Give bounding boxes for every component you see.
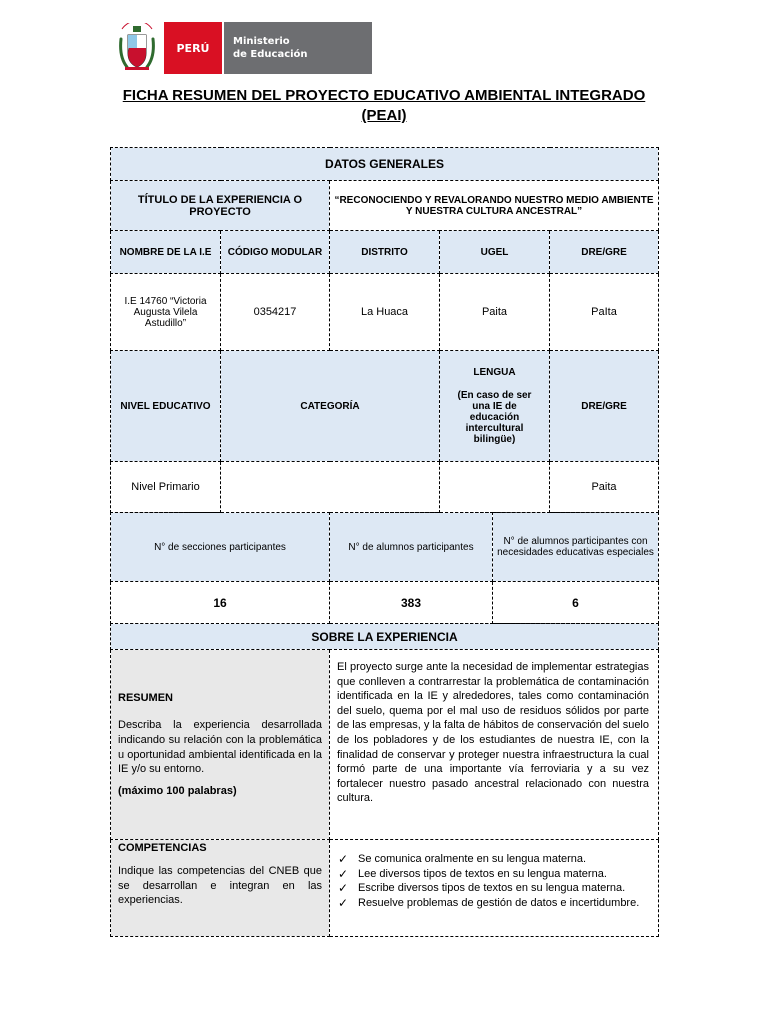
participantes-table <box>110 512 659 624</box>
col-dre-gre: DRE/GRE <box>550 231 659 274</box>
val-dre-gre: PaIta <box>550 274 659 351</box>
competencia-item: ✓ Se comunica oralmente en su lengua materna. <box>338 852 587 866</box>
competencia-item: ✓ Escribe diversos tipos de textos en su lengua materna. <box>338 881 626 896</box>
col-dre-gre-2: DRE/GRE <box>550 351 659 462</box>
val-codigo-modular: 0354217 <box>221 274 330 351</box>
val-ugel: Paita <box>440 274 550 351</box>
competencias-label-cell <box>111 840 330 937</box>
resumen-title: RESUMEN <box>118 692 174 705</box>
val-nombre-ie: I.E 14760 “Victoria Augusta Vilela Astudillo” <box>111 274 221 351</box>
experiencia-table <box>110 623 659 937</box>
peru-label: PERÚ <box>164 22 222 74</box>
col-nombre-ie: NOMBRE DE LA I.E <box>111 231 221 274</box>
col-alumnos: N° de alumnos participantes <box>330 513 493 582</box>
col-lengua <box>440 351 550 462</box>
ministry-label <box>222 22 372 74</box>
titulo-label: TÍTULO DE LA EXPERIENCIA O PROYECTO <box>111 181 330 231</box>
col-codigo-modular: CÓDIGO MODULAR <box>221 231 330 274</box>
competencias-instructions: Indique las competencias del CNEB que se desarrollan e integran en las experiencias. <box>118 865 322 907</box>
val-lengua <box>440 462 550 513</box>
check-icon: ✓ <box>338 852 349 866</box>
resumen-instructions: Describa la experiencia desarrollada indicando su relación con la problemática u oportunidad ambiental identificada en la IE y/o su entorno. <box>118 719 322 776</box>
competencias-list-cell <box>330 840 659 937</box>
minedu-header <box>112 22 372 74</box>
col-secciones: N° de secciones participantes <box>111 513 330 582</box>
title-line1: FICHA RESUMEN DEL PROYECTO EDUCATIVO AMBIENTAL INTEGRADO <box>122 87 646 104</box>
datos-generales-table <box>110 147 659 513</box>
col-distrito: DISTRITO <box>330 231 440 274</box>
datos-generales-heading: DATOS GENERALES <box>111 148 659 181</box>
ministry-line1: Ministerio <box>233 36 290 47</box>
experiencia-heading: SOBRE LA EXPERIENCIA <box>111 624 659 650</box>
val-categoria <box>221 462 440 513</box>
titulo-value: “RECONOCIENDO Y REVALORANDO NUESTRO MEDIO AMBIENTE Y NUESTRA CULTURA ANCESTRAL” <box>330 181 659 231</box>
col-lengua-note: (En caso de ser una IE de educación intercultural bilingüe) <box>457 390 532 445</box>
check-icon: ✓ <box>338 866 349 881</box>
check-icon: ✓ <box>338 881 349 896</box>
resumen-limit: (máximo 100 palabras) <box>118 784 237 797</box>
document-title <box>100 86 668 126</box>
col-nivel-educativo: NIVEL EDUCATIVO <box>111 351 221 462</box>
col-ugel: UGEL <box>440 231 550 274</box>
val-alumnos-especiales: 6 <box>493 582 659 624</box>
resumen-label-cell <box>111 650 330 840</box>
competencias-title: COMPETENCIAS <box>118 842 207 854</box>
competencias-list <box>338 852 649 910</box>
col-alumnos-especiales: N° de alumnos participantes con necesidades educativas especiales <box>493 513 659 582</box>
check-icon: ✓ <box>338 895 349 910</box>
val-nivel-educativo: Nivel Primario <box>111 462 221 513</box>
ministry-line2: de Educación <box>233 49 308 60</box>
peru-crest-logo <box>112 22 162 74</box>
val-distrito: La Huaca <box>330 274 440 351</box>
title-line2: (PEAI) <box>361 107 407 124</box>
resumen-text: El proyecto surge ante la necesidad de implementar estrategias que conlleven a contrarrestar la problemática de contaminación identificada en la IE y alrededores, tales como contaminación del suelo, quema por el mal uso de residuos sólidos por parte de las empresas, y la falta de hábitos de conservación del suelo de los pobladores y de los estudiantes de nuestra IE, con la finalidad de conservar y proteger nuestra infraestructura la cual formó parte de una importante vía ferroviaria y a su vez fortalecer nuestro pasado ancestral relacionado con nuestra cultura. <box>330 650 659 840</box>
competencia-item: ✓ Resuelve problemas de gestión de datos e incertidumbre. <box>338 895 640 910</box>
competencia-item: ✓ Lee diversos tipos de textos en su lengua materna. <box>338 866 607 881</box>
val-dre-gre-2: Paita <box>550 462 659 513</box>
val-alumnos: 383 <box>330 582 493 624</box>
val-secciones: 16 <box>111 582 330 624</box>
col-categoria: CATEGORÍA <box>221 351 440 462</box>
col-lengua-title: LENGUA <box>473 367 516 378</box>
